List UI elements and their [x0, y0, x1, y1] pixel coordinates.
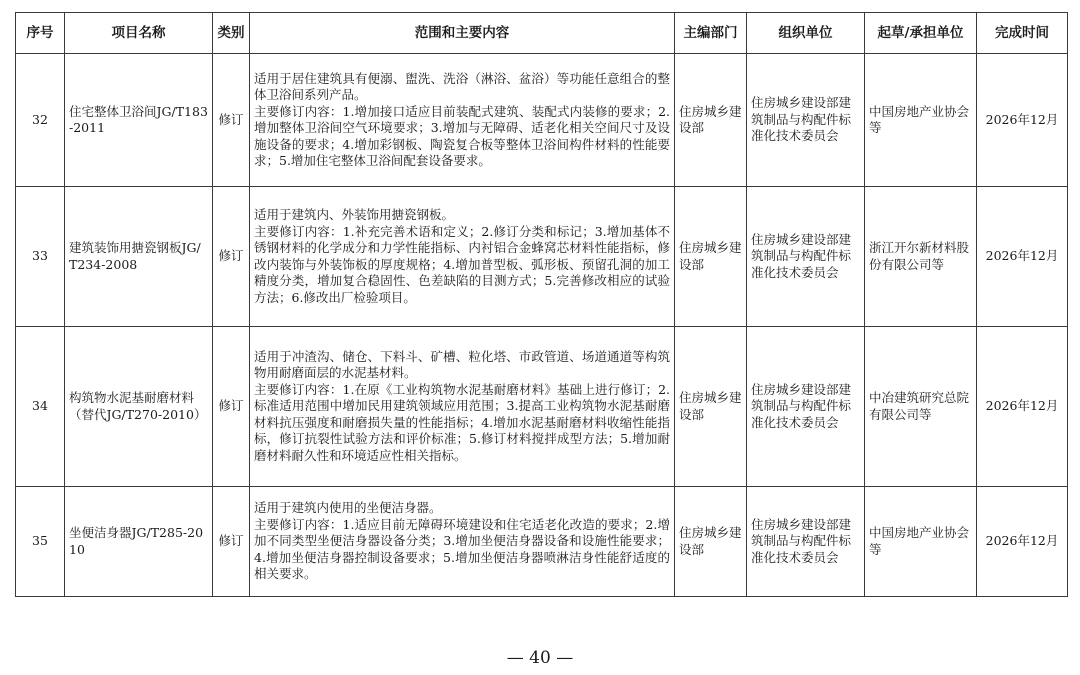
table-row — [16, 327, 1068, 487]
category: 修订 — [213, 327, 250, 487]
table-header-row — [16, 13, 1068, 54]
scope-cell — [250, 487, 675, 597]
row-number: 34 — [16, 327, 65, 487]
scope-text: 适用于居住建筑具有便溺、盥洗、洗浴（淋浴、盆浴）等功能任意组合的整体卫浴间系列产品。 — [254, 70, 670, 102]
editor-dept: 住房城乡建设部 — [675, 327, 747, 487]
due-date: 2026年12月 — [977, 54, 1068, 187]
header-editor-dept: 主编部门 — [675, 13, 747, 54]
revision-text: 主要修订内容：1.适应目前无障碍环境建设和住宅适老化改造的要求；2.增加不同类型坐便洁身器设备分类；3.增加坐便洁身器设备和设施性能要求；4.增加坐便洁身器控制设备要求；5.增加坐便洁身器喷淋洁身性能舒适度的相关要求。 — [254, 516, 670, 582]
drafter: 浙江开尔新材料股份有限公司等 — [865, 187, 977, 327]
editor-dept: 住房城乡建设部 — [675, 487, 747, 597]
organizer: 住房城乡建设部建筑制品与构配件标准化技术委员会 — [747, 54, 865, 187]
organizer: 住房城乡建设部建筑制品与构配件标准化技术委员会 — [747, 487, 865, 597]
category: 修订 — [213, 487, 250, 597]
project-name: 构筑物水泥基耐磨材料（替代JG/T270-2010） — [65, 327, 213, 487]
editor-dept: 住房城乡建设部 — [675, 187, 747, 327]
due-date: 2026年12月 — [977, 487, 1068, 597]
header-drafter: 起草/承担单位 — [865, 13, 977, 54]
project-name: 建筑装饰用搪瓷钢板JG/T234-2008 — [65, 187, 213, 327]
table-row — [16, 54, 1068, 187]
scope-text: 适用于冲渣沟、储仓、下料斗、矿槽、粒化塔、市政管道、场道通道等构筑物用耐磨面层的水泥基材料。 — [254, 348, 670, 381]
editor-dept: 住房城乡建设部 — [675, 54, 747, 187]
header-scope: 范围和主要内容 — [250, 13, 675, 54]
scope-text: 适用于建筑内、外装饰用搪瓷钢板。 — [254, 207, 455, 222]
header-project-name: 项目名称 — [65, 13, 213, 54]
due-date: 2026年12月 — [977, 187, 1068, 327]
revision-text: 主要修订内容：1.在原《工业构筑物水泥基耐磨材料》基础上进行修订；2.标准适用范围中增加民用建筑领域应用范围；3.提高工业构筑物水泥基耐磨材料抗压强度和耐磨损失量的性能指标；4.增加水泥基耐磨材料收缩性能指标，修订抗裂性试验方法和评价标准；5.修订材料搅拌成型方法；5.增加耐磨材料耐久性和环境适应性相关指标。 — [254, 381, 670, 463]
header-category: 类别 — [213, 13, 250, 54]
project-name: 住宅整体卫浴间JG/T183-2011 — [65, 54, 213, 187]
drafter: 中国房地产业协会等 — [865, 54, 977, 187]
scope-cell — [250, 187, 675, 327]
scope-cell — [250, 54, 675, 187]
drafter: 中冶建筑研究总院有限公司等 — [865, 327, 977, 487]
header-organizer: 组织单位 — [747, 13, 865, 54]
revision-text: 主要修订内容：1.增加接口适应目前装配式建筑、装配式内装修的要求；2.增加整体卫浴间空气环境要求；3.增加与无障碍、适老化相关空间尺寸及设施设备的要求；4.增加彩钢板、陶瓷复合板等整体卫浴间构件材料的性能要求；5.增加住宅整体卫浴间配套设备要求。 — [254, 103, 670, 168]
header-number: 序号 — [16, 13, 65, 54]
category: 修订 — [213, 54, 250, 187]
scope-text: 适用于建筑内使用的坐便洁身器。 — [254, 500, 442, 516]
category: 修订 — [213, 187, 250, 327]
page-number: — 40 — — [506, 648, 574, 668]
project-name: 坐便洁身器JG/T285-2010 — [65, 487, 213, 597]
table-row — [16, 187, 1068, 327]
row-number: 33 — [16, 187, 65, 327]
revision-text: 主要修订内容：1.补充完善术语和定义；2.修订分类和标记；3.增加基体不锈钢材料的化学成分和力学性能指标、内衬铝合金蜂窝芯材料性能指标，修改内装饰与外装饰板的厚度规格；4.增加普型板、弧形板、预留孔洞的加工精度分类，增加复合稳固性、色差缺陷的目测方式；5.完善修改相应的试验方法；6.修改出厂检验项目。 — [254, 223, 670, 305]
scope-cell — [250, 327, 675, 487]
row-number: 32 — [16, 54, 65, 187]
standards-table — [15, 12, 1068, 597]
table-row — [16, 487, 1068, 597]
header-due-date: 完成时间 — [977, 13, 1068, 54]
drafter: 中国房地产业协会等 — [865, 487, 977, 597]
organizer: 住房城乡建设部建筑制品与构配件标准化技术委员会 — [747, 327, 865, 487]
row-number: 35 — [16, 487, 65, 597]
due-date: 2026年12月 — [977, 327, 1068, 487]
organizer: 住房城乡建设部建筑制品与构配件标准化技术委员会 — [747, 187, 865, 327]
